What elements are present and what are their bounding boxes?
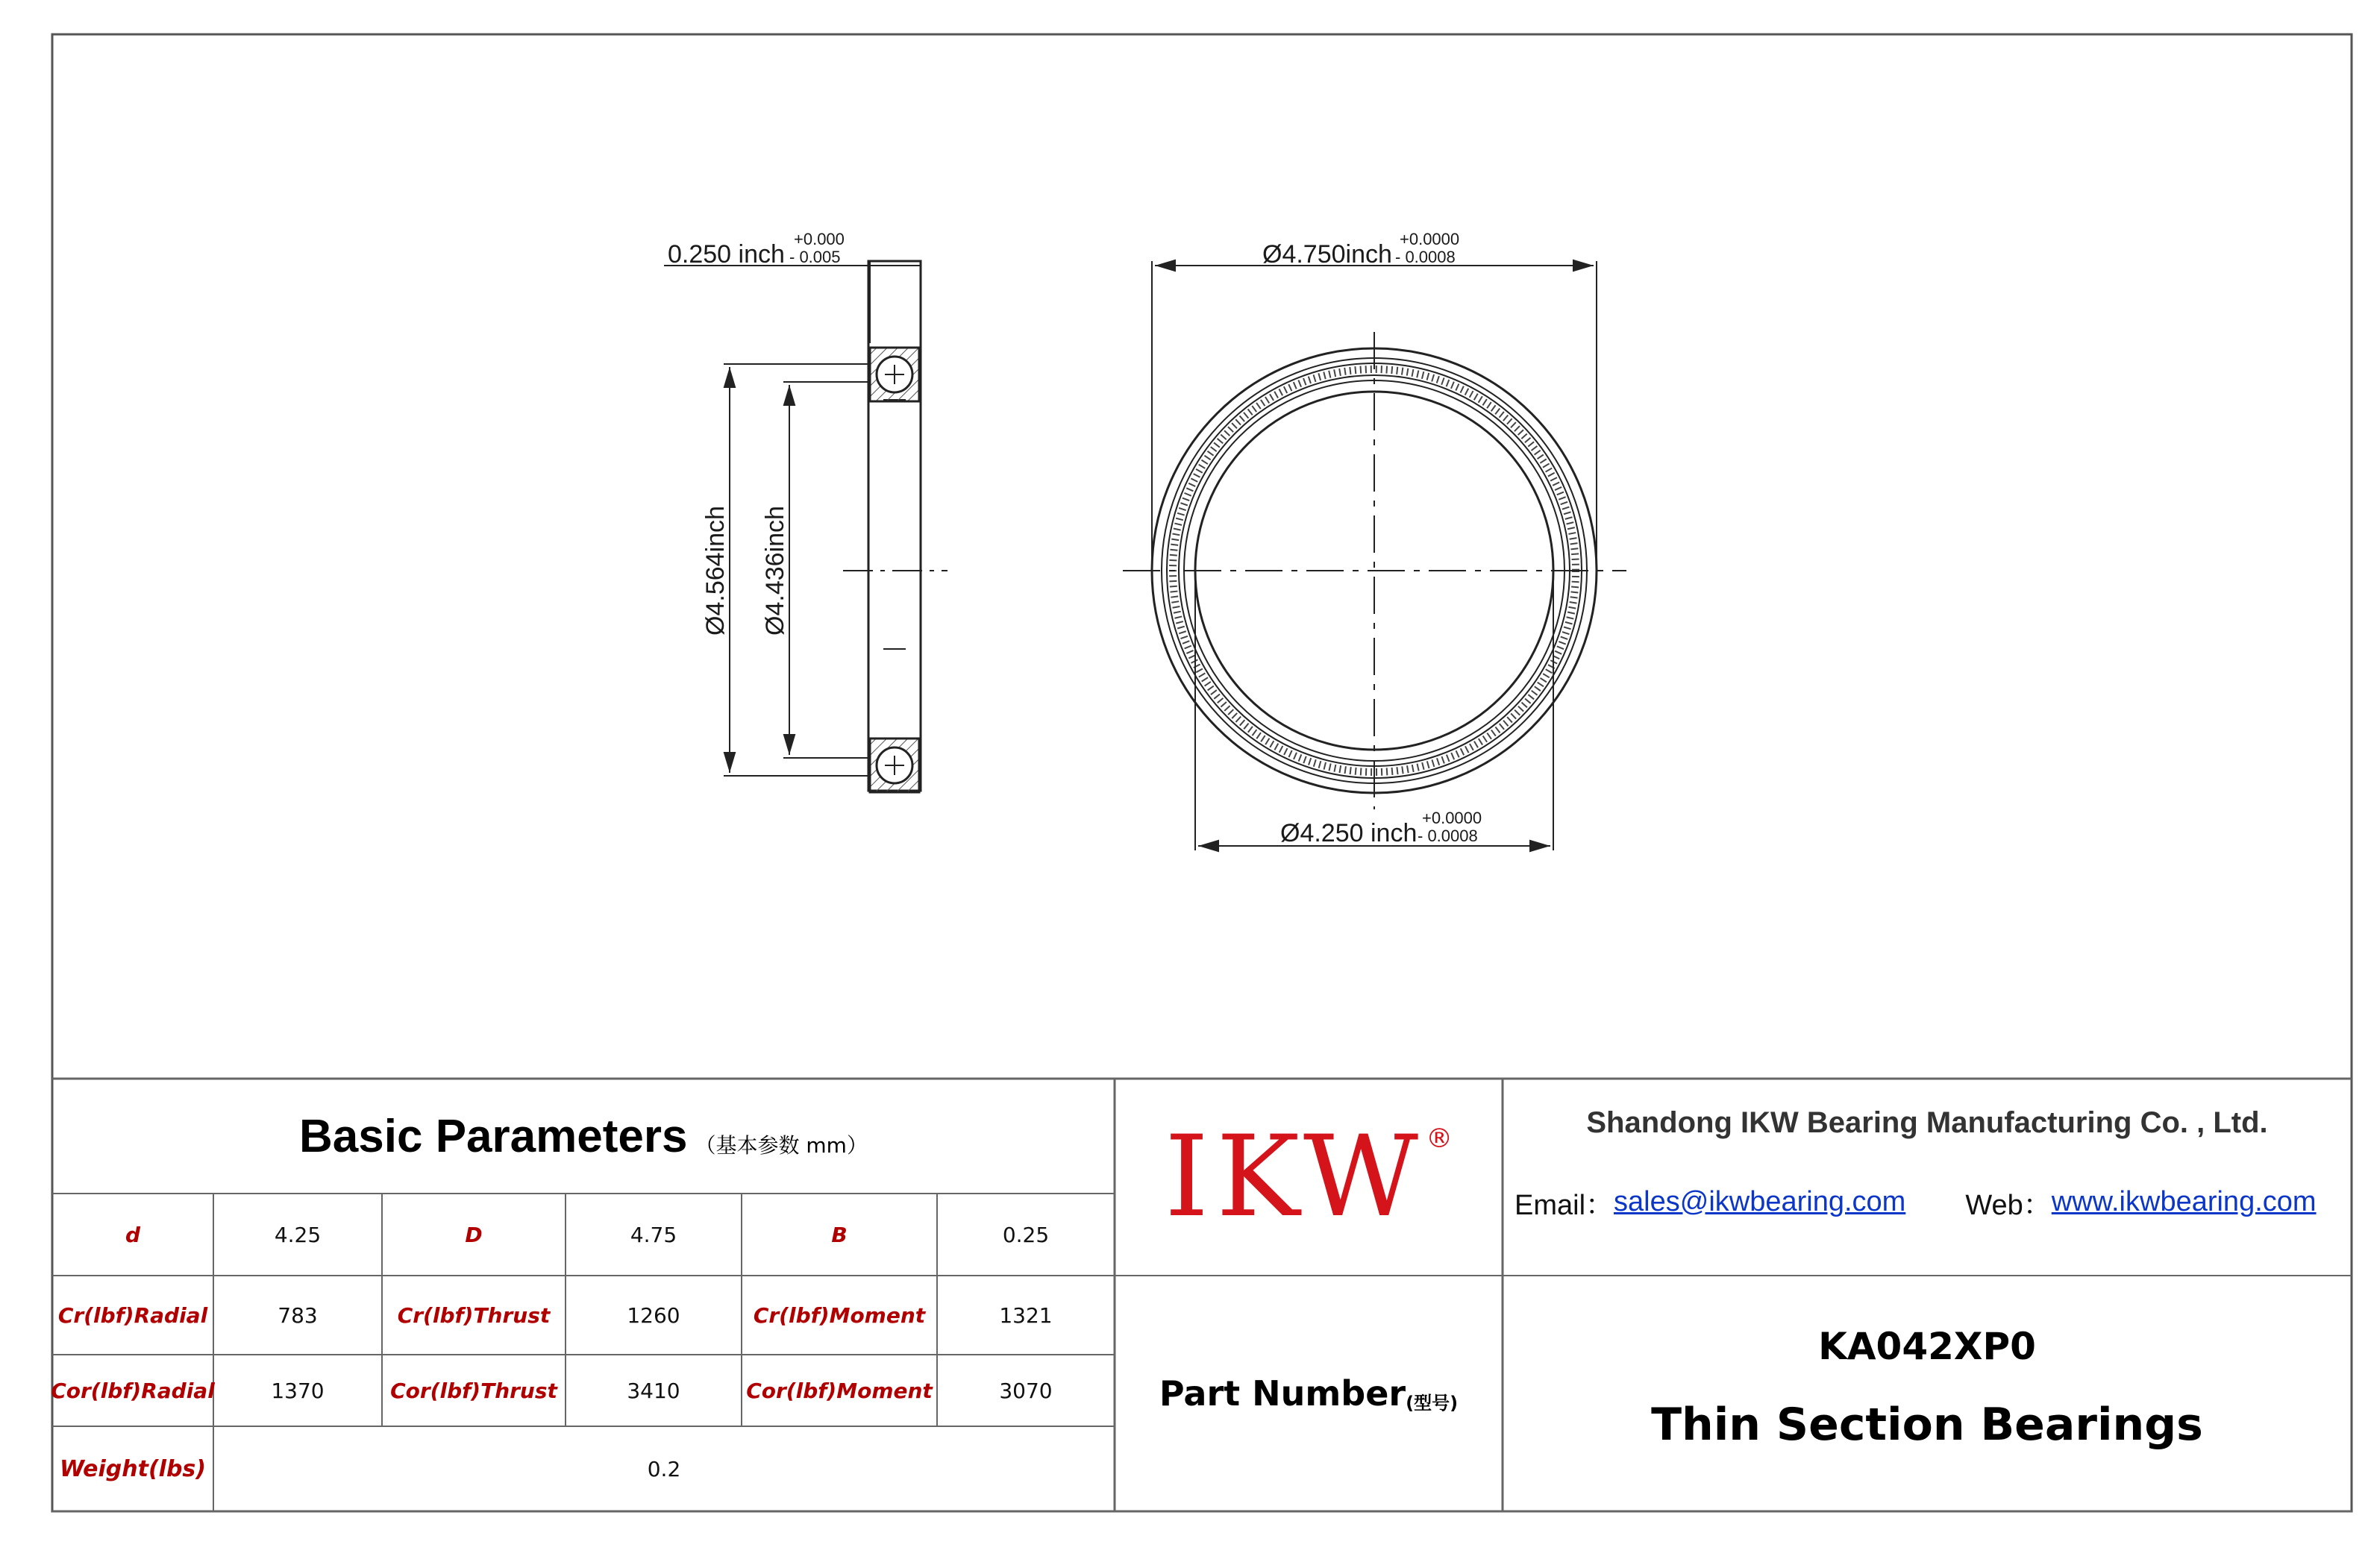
company-name: Shandong IKW Bearing Manufacturing Co. , Ltd. — [1586, 1106, 2268, 1139]
pitch-outer-dimension: Ø4.564inch — [701, 506, 730, 636]
param-label-cor-thrust: Cor(lbf)Thrust — [390, 1378, 557, 1403]
outer-tolerance-minus: - 0.0008 — [1395, 248, 1456, 266]
email-link[interactable]: sales@ikwbearing.com — [1614, 1185, 1906, 1217]
params-header — [52, 1079, 1115, 1194]
inner-tolerance-plus: +0.0000 — [1422, 809, 1482, 827]
param-value-weight: 0.2 — [647, 1456, 681, 1481]
inner-diameter-dimension: Ø4.250 inch — [1280, 819, 1418, 847]
pitch-inner-dimension: Ø4.436inch — [761, 506, 789, 636]
part-number-value: KA042XP0 — [1818, 1325, 2036, 1368]
width-dimension: 0.250 inch — [668, 240, 785, 269]
outer-diameter-dimension: Ø4.750inch — [1262, 240, 1392, 269]
params-title: Basic Parameters — [299, 1110, 688, 1162]
param-label-cr-radial: Cr(lbf)Radial — [57, 1302, 208, 1328]
outer-tolerance-plus: +0.0000 — [1400, 230, 1460, 248]
web-label: Web： — [1965, 1189, 2052, 1221]
param-value-B: 0.25 — [1002, 1222, 1050, 1247]
contact-line — [1515, 1183, 2344, 1220]
param-label-cor-moment: Cor(lbf)Moment — [746, 1378, 933, 1403]
param-label-d: d — [125, 1222, 141, 1247]
param-value-cr-moment: 1321 — [999, 1302, 1053, 1328]
ikw-logo — [1115, 1079, 1503, 1276]
part-number-label-cell — [1115, 1276, 1503, 1511]
bottom-ring-section — [870, 738, 919, 792]
param-label-D: D — [465, 1222, 483, 1247]
part-number-label: Part Number — [1159, 1373, 1406, 1414]
param-value-D: 4.75 — [630, 1222, 677, 1247]
param-label-B: B — [831, 1222, 848, 1247]
params-subtitle: （基本参数 mm） — [695, 1133, 868, 1158]
param-value-cor-radial: 1370 — [271, 1378, 325, 1403]
inner-tolerance-minus: - 0.0008 — [1418, 827, 1478, 845]
param-label-cr-moment: Cr(lbf)Moment — [753, 1302, 926, 1328]
param-value-cor-moment: 3070 — [999, 1378, 1053, 1403]
web-link[interactable]: www.ikwbearing.com — [2051, 1185, 2317, 1217]
part-number-sub: (型号) — [1406, 1392, 1459, 1414]
top-ring-section — [870, 348, 919, 401]
width-tolerance-minus: - 0.005 — [789, 248, 841, 266]
front-view — [1123, 261, 1626, 850]
param-value-cor-thrust: 3410 — [627, 1378, 680, 1403]
logo-text: IKW — [1164, 1112, 1426, 1242]
product-type: Thin Section Bearings — [1651, 1399, 2203, 1451]
registered-mark: ® — [1426, 1123, 1453, 1154]
param-value-cr-radial: 783 — [278, 1302, 318, 1328]
param-value-d: 4.25 — [274, 1222, 322, 1247]
width-tolerance-plus: +0.000 — [794, 230, 845, 248]
param-label-cor-radial: Cor(lbf)Radial — [51, 1378, 215, 1403]
email-label: Email： — [1515, 1189, 1614, 1221]
param-label-weight: Weight(lbs) — [59, 1455, 206, 1482]
param-value-cr-thrust: 1260 — [627, 1302, 680, 1328]
param-label-cr-thrust: Cr(lbf)Thrust — [397, 1302, 551, 1328]
